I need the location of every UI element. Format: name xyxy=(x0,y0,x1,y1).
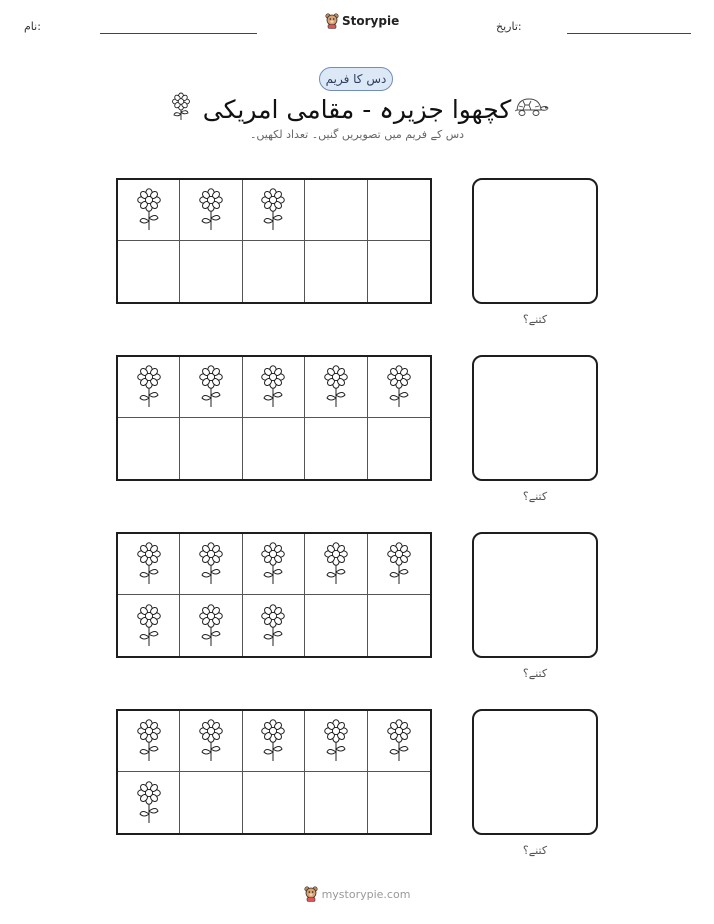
flower-icon xyxy=(260,365,286,409)
ten-frame xyxy=(116,532,432,658)
frame-cell xyxy=(180,534,242,595)
flower-icon xyxy=(260,542,286,586)
flower-icon xyxy=(260,604,286,648)
date-label: تاریخ: xyxy=(496,20,522,33)
frame-cell xyxy=(243,357,305,418)
frame-cell xyxy=(368,418,430,479)
frame-cell xyxy=(305,534,367,595)
name-label: نام: xyxy=(24,20,41,33)
how-many-label: کتنے؟ xyxy=(522,490,548,503)
flower-icon xyxy=(260,188,286,232)
frame-cell xyxy=(118,180,180,241)
frame-cell xyxy=(118,357,180,418)
bear-logo-icon xyxy=(325,13,339,29)
frame-cell xyxy=(305,711,367,772)
answer-box[interactable] xyxy=(472,532,598,658)
flower-icon xyxy=(323,542,349,586)
flower-icon xyxy=(136,542,162,586)
frame-cell xyxy=(305,241,367,302)
frame-cell xyxy=(243,180,305,241)
flower-icon xyxy=(136,719,162,763)
name-line[interactable] xyxy=(100,33,257,34)
frame-cell xyxy=(243,534,305,595)
frame-cell xyxy=(243,711,305,772)
how-many-label: کتنے؟ xyxy=(522,844,548,857)
ten-frame xyxy=(116,355,432,481)
flower-icon xyxy=(136,365,162,409)
frame-cell xyxy=(243,241,305,302)
flower-icon xyxy=(323,365,349,409)
flower-icon xyxy=(198,604,224,648)
answer-box[interactable] xyxy=(472,709,598,835)
frame-cell xyxy=(118,711,180,772)
page-title: کچھوا جزیرہ - مقامی امریکی xyxy=(202,95,512,124)
frame-cell xyxy=(305,180,367,241)
flower-icon xyxy=(136,604,162,648)
frame-cell xyxy=(180,241,242,302)
frame-cell xyxy=(243,595,305,656)
frame-cell xyxy=(118,772,180,833)
frame-cell xyxy=(368,711,430,772)
frame-cell xyxy=(368,595,430,656)
flower-icon xyxy=(386,542,412,586)
date-line[interactable] xyxy=(567,33,691,34)
flower-icon xyxy=(260,719,286,763)
frame-cell xyxy=(368,534,430,595)
frame-cell xyxy=(118,418,180,479)
footer xyxy=(0,886,714,902)
turtle-icon xyxy=(514,96,550,118)
bear-logo-icon xyxy=(304,886,318,902)
frame-cell xyxy=(305,772,367,833)
brand-name: Storypie xyxy=(342,14,400,28)
frame-cell xyxy=(305,418,367,479)
frame-cell xyxy=(243,772,305,833)
frame-cell xyxy=(180,772,242,833)
flower-icon xyxy=(386,719,412,763)
frame-cell xyxy=(243,418,305,479)
frame-cell xyxy=(118,241,180,302)
frame-cell xyxy=(305,595,367,656)
flower-icon xyxy=(323,719,349,763)
flower-icon xyxy=(198,542,224,586)
frame-cell xyxy=(118,534,180,595)
answer-box[interactable] xyxy=(472,178,598,304)
frame-cell xyxy=(368,357,430,418)
flower-icon xyxy=(386,365,412,409)
brand xyxy=(325,13,399,29)
how-many-label: کتنے؟ xyxy=(522,313,548,326)
flower-icon xyxy=(198,188,224,232)
frame-cell xyxy=(368,241,430,302)
frame-cell xyxy=(118,595,180,656)
flower-icon xyxy=(198,365,224,409)
frame-cell xyxy=(368,772,430,833)
answer-box[interactable] xyxy=(472,355,598,481)
how-many-label: کتنے؟ xyxy=(522,667,548,680)
flower-icon xyxy=(198,719,224,763)
frame-cell xyxy=(180,711,242,772)
instructions: دس کے فریم میں تصویریں گنیں۔ تعداد لکھیں۔ xyxy=(249,128,465,141)
ten-frame xyxy=(116,709,432,835)
frame-cell xyxy=(180,418,242,479)
footer-url[interactable]: mystorypie.com xyxy=(321,887,411,901)
flower-icon xyxy=(136,781,162,825)
frame-cell xyxy=(305,357,367,418)
frame-cell xyxy=(180,357,242,418)
frame-cell xyxy=(180,595,242,656)
frame-cell xyxy=(368,180,430,241)
ten-frame xyxy=(116,178,432,304)
worksheet-type-badge: دس کا فریم xyxy=(319,67,393,91)
frame-cell xyxy=(180,180,242,241)
flower-icon xyxy=(136,188,162,232)
